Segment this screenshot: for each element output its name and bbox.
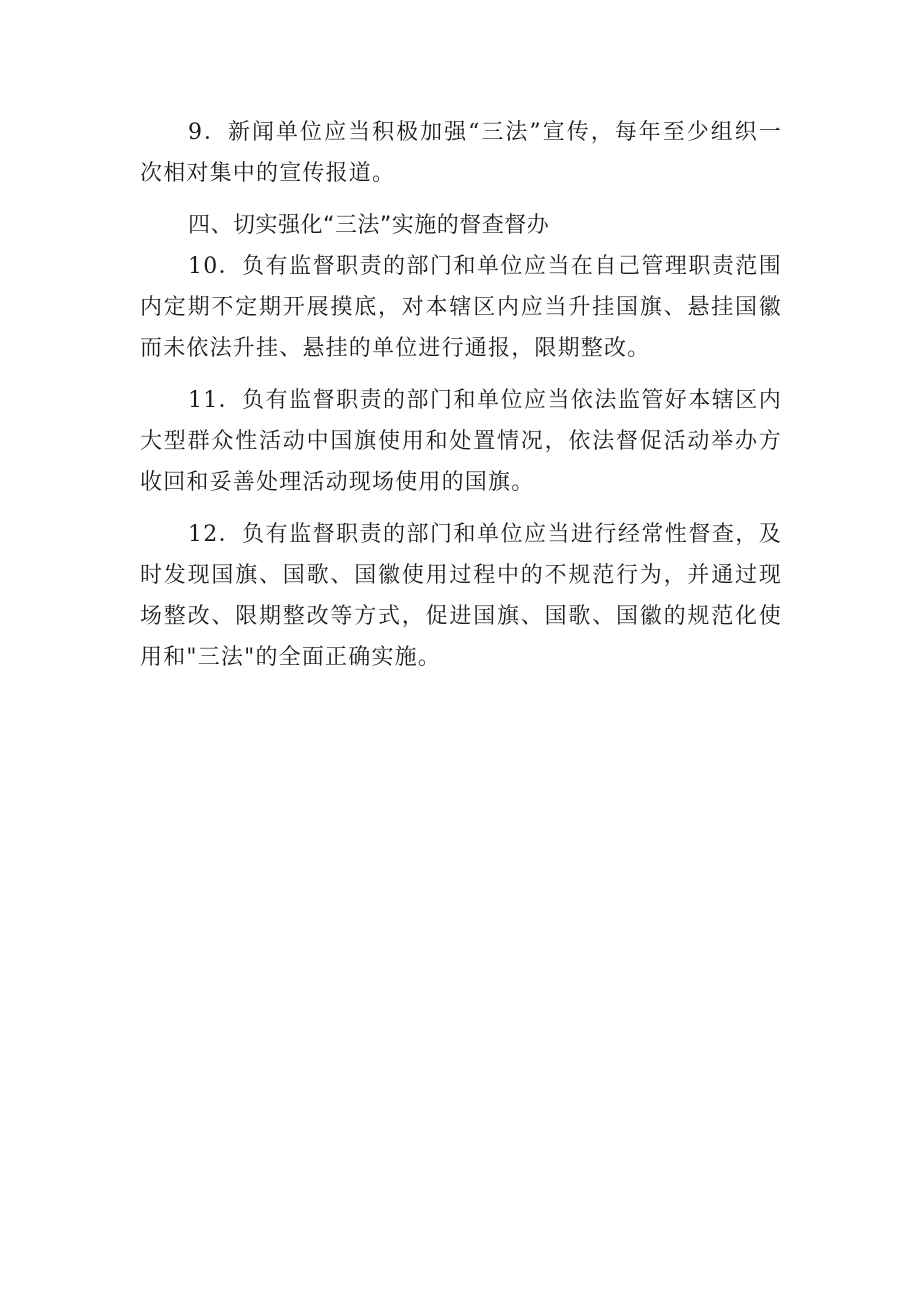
section-heading: 四、切实强化“三法”实施的督查督办	[188, 213, 550, 238]
paragraph-9: 9．新闻单位应当积极加强“三法”宣传，每年至少组织一次相对集中的宣传报道。	[140, 120, 782, 186]
document-page	[140, 112, 782, 678]
paragraph-10: 10．负有监督职责的部门和单位应当在自己管理职责范围内定期不定期开展摸底，对本辖区内应当升挂国旗、悬挂国徽而未依法升挂、悬挂的单位进行通报，限期整改。	[140, 254, 782, 361]
paragraph-11: 11．负有监督职责的部门和单位应当依法监管好本辖区内大型群众性活动中国旗使用和处置情况，依法督促活动举办方收回和妥善处理活动现场使用的国旗。	[140, 388, 782, 495]
paragraph-12: 12．负有监督职责的部门和单位应当进行经常性督查，及时发现国旗、国歌、国徽使用过程中的不规范行为，并通过现场整改、限期整改等方式，促进国旗、国歌、国徽的规范化使用和"三法"的全面正确实施。	[140, 522, 782, 670]
